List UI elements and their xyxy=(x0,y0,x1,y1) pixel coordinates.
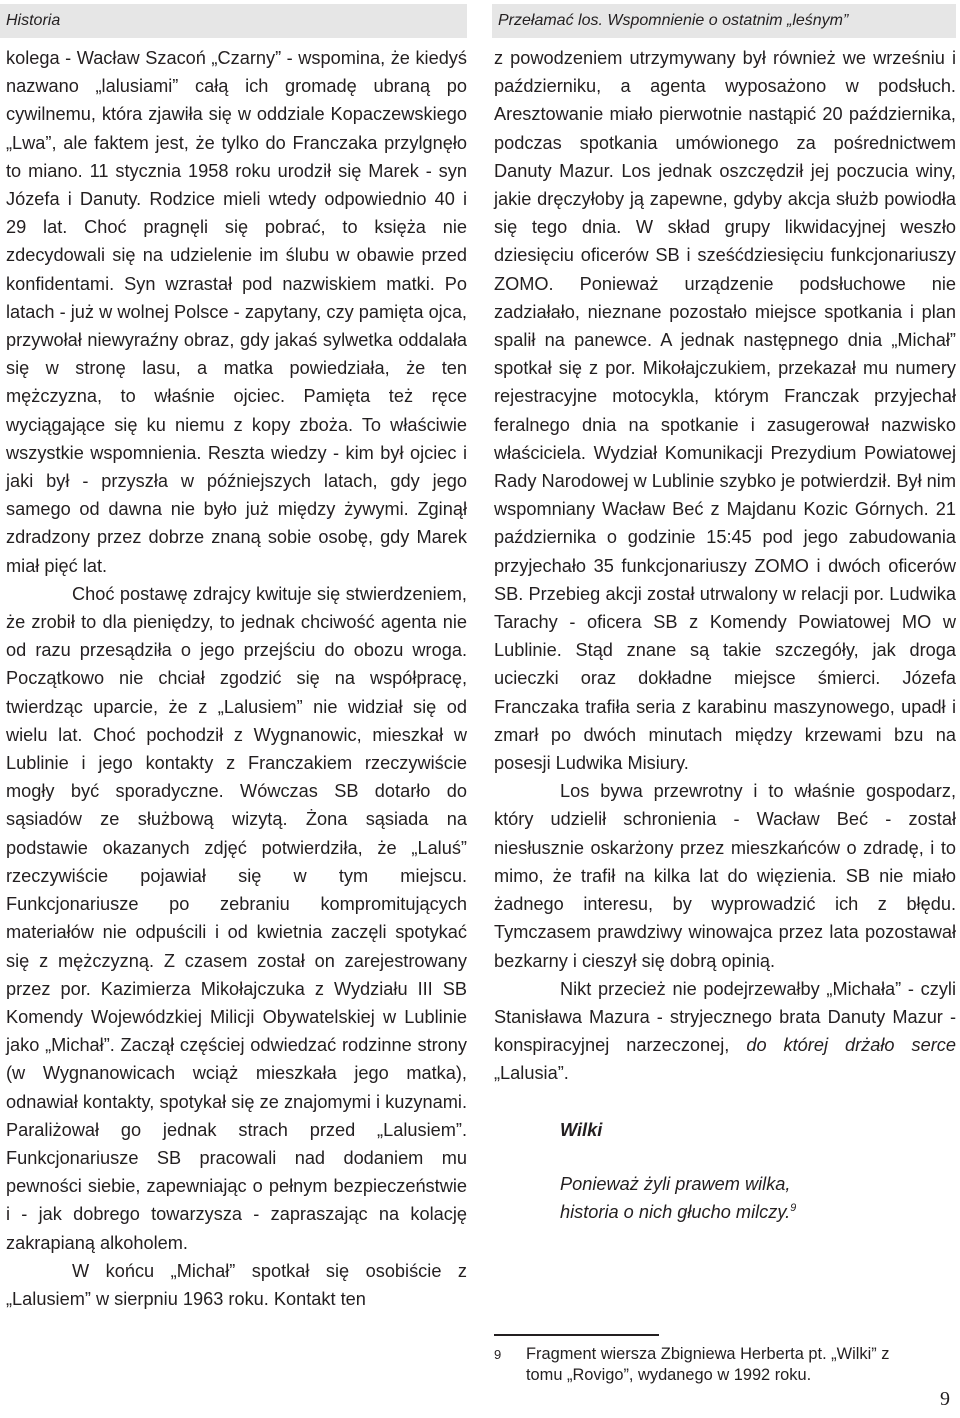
right-column xyxy=(494,44,956,1226)
footnote-divider xyxy=(494,1334,659,1336)
footnote-reference[interactable]: 9 xyxy=(790,1201,797,1214)
paragraph: Choć postawę zdrajcy kwituje się stwierdzeniem, że zrobił to dla pieniędzy, to jednak chciwość agenta nie od razu przesądziła o jego przejściu do obozu wroga. Początkowo nie chciał zgodzić się na współpracę, twierdząc uparcie, że z „Lalusiem” nie widział się od wielu lat. Choć pochodził z Wygnanowic, mieszkał w Lublinie i jego kontakty z Franczakiem rzeczywiście mogły być sporadyczne. Wówczas SB dotarło do sąsiadów ze służbową wizytą. Żona sąsiada na podstawie okazanych zdjęć potwierdziła, że „Laluś” rzeczywiście pojawiał się w tym miejscu. Funkcjonariusze po zebraniu kompromitujących materiałów nie odpuścili i od kwietnia zaczęli spotykać się z mężczyzną. Z czasem został on zarejestrowany przez por. Kazimierza Mikołajczuka z Wydziału III SB Komendy Wojewódzkiej Milicji Obywatelskiej w Lublinie jako „Michał”. Zaczął częściej odwiedzać rodzinne strony (w Wygnanowicach wciąż mieszkała jego matka), odnawiał kontakty, spotykał się ze znajomymi i kuzynami. Paraliżował go jednak strach przed „Lalusiem”. Funkcjonariusze SB pracowali nad dodaniem mu pewności siebie, zapewniając o pełnym bezpieczeństwie i - jak dobrego towarzysza - zapraszając na kolację zakrapianą alkoholem. xyxy=(6,583,467,1253)
poem-quote xyxy=(494,1116,956,1227)
footnote xyxy=(494,1344,894,1386)
paragraph-text: Nikt przecież nie podejrzewałby „Michała” - czyli Stanisława Mazura - stryjecznego brata Danuty Mazur - konspiracyjnej narzeczonej, xyxy=(494,978,956,1056)
poem-line: Ponieważ żyli prawem wilka, xyxy=(560,1173,791,1194)
poem-line xyxy=(560,1198,956,1226)
article-header xyxy=(492,4,956,38)
paragraph: W końcu „Michał” spotkał się osobiście z „Lalusiem” w sierpniu 1963 roku. Kontakt ten xyxy=(6,1260,467,1309)
left-column xyxy=(6,44,467,1313)
footnote-text: Fragment wiersza Zbigniewa Herberta pt. „Wilki” z tomu „Rovigo”, wydanego w 1992 roku. xyxy=(526,1345,890,1384)
section-title: Historia xyxy=(6,12,61,29)
paragraph-text-end: „Lalusia”. xyxy=(494,1063,569,1084)
poem-heading: Wilki xyxy=(560,1119,603,1140)
paragraph: kolega - Wacław Szacoń „Czarny” - wspomina, że kiedyś nazwano „lalusiami” całą ich gromadę ubraną po cywilnemu, która zjawiła się w oddziale Kopaczewskiego „Lwa”, ale faktem jest, że tylko do Franczaka przylgnęło to miano. 11 stycznia 1958 roku urodził się Marek - syn Józefa i Danuty. Rodzice mieli wtedy odpowiednio 40 i 29 lat. Choć pragnęli się pobrać, to księża nie zdecydowali się na udzielenie im ślubu w obawie przed konfidentami. Syn wzrastał pod nazwiskiem matki. Po latach - już w wolnej Polsce - zapytany, czy pamięta ojca, przywołał niewyraźny obraz, gdy jakaś sylwetka oddalała się w stronę lasu, a matka powiedziała, że ten mężczyzna, to właśnie ojciec. Pamięta też ręce wyciągające się ku niemu z kopy zboża. To właściwie wszystkie wspomnienia. Reszta wiedzy - kim był ojciec i jaki był - przyszła w późniejszych latach, gdy jego samego od dawna nie było już między żywymi. Zginął zdradzony przez dobrze znaną sobie osobę, gdy Marek miał pięć lat. xyxy=(6,48,467,576)
footnote-number: 9 xyxy=(494,1347,502,1362)
paragraph: Los bywa przewrotny i to właśnie gospodarz, który udzielił schronienia - Wacław Beć - został niesłusznie oskarżony przez mieszkańców o zdradę, i to mimo, że trafił na kilka lat do więzienia. SB nie miało żadnego interesu, by wyprowadzić ich z błędu. Tymczasem prawdziwy winowajca przez lata pozostawał bezkarny i cieszył się dobrą opinią. xyxy=(494,781,956,971)
paragraph-italic-text: do której drżało serce xyxy=(746,1035,956,1056)
poem-line-text: historia o nich głucho milczy. xyxy=(560,1201,791,1222)
page-number: 9 xyxy=(940,1388,950,1410)
article-title: Przełamać los. Wspomnienie o ostatnim „leśnym” xyxy=(498,12,849,29)
paragraph xyxy=(494,975,956,1088)
section-header xyxy=(0,4,467,38)
paragraph: z powodzeniem utrzymywany był również we wrześniu i październiku, a agenta wyposażono w podsłuch. Aresztowanie miało pierwotnie nastąpić 20 października, podczas spotkania umówionego za pośrednictwem Danuty Mazur. Los jednak oszczędził jej poczucia winy, jakie dręczyłoby ją zapewne, gdyby akcja służb powiodła się tego dnia. W skład grupy likwidacyjnej weszło dziesięciu oficerów SB i sześćdziesięciu funkcjonariuszy ZOMO. Ponieważ urządzenie podsłuchowe nie zadziałało, nieznane pozostało miejsce spotkania i plan spalił na panewce. A jednak następnego dnia „Michał” spotkał się z por. Mikołajczukiem, przekazał mu numery rejestracyjne motocykla, którym Franczak przyjechał feralnego dnia na spotkanie i zasugerował nazwisko właściciela. Wydział Komunikacji Prezydium Powiatowej Rady Narodowej w Lublinie szybko je potwierdził. Był nim wspomniany Wacław Beć z Majdanu Kozic Górnych. 21 października o godzinie 15:45 pod jego zabudowania przyjechało 35 funkcjonariuszy ZOMO i dwóch oficerów SB. Przebieg akcji został utrwalony w relacji por. Ludwika Tarachy - oficera SB z Komendy Powiatowej MO w Lublinie. Stąd znane są takie szczegóły, jak droga ucieczki oraz dokładne miejsce śmierci. Józefa Franczaka trafiła seria z karabinu maszynowego, upadł i zmarł po dwóch minutach między krzewami bzu na posesji Ludwika Misiury. xyxy=(494,48,956,774)
